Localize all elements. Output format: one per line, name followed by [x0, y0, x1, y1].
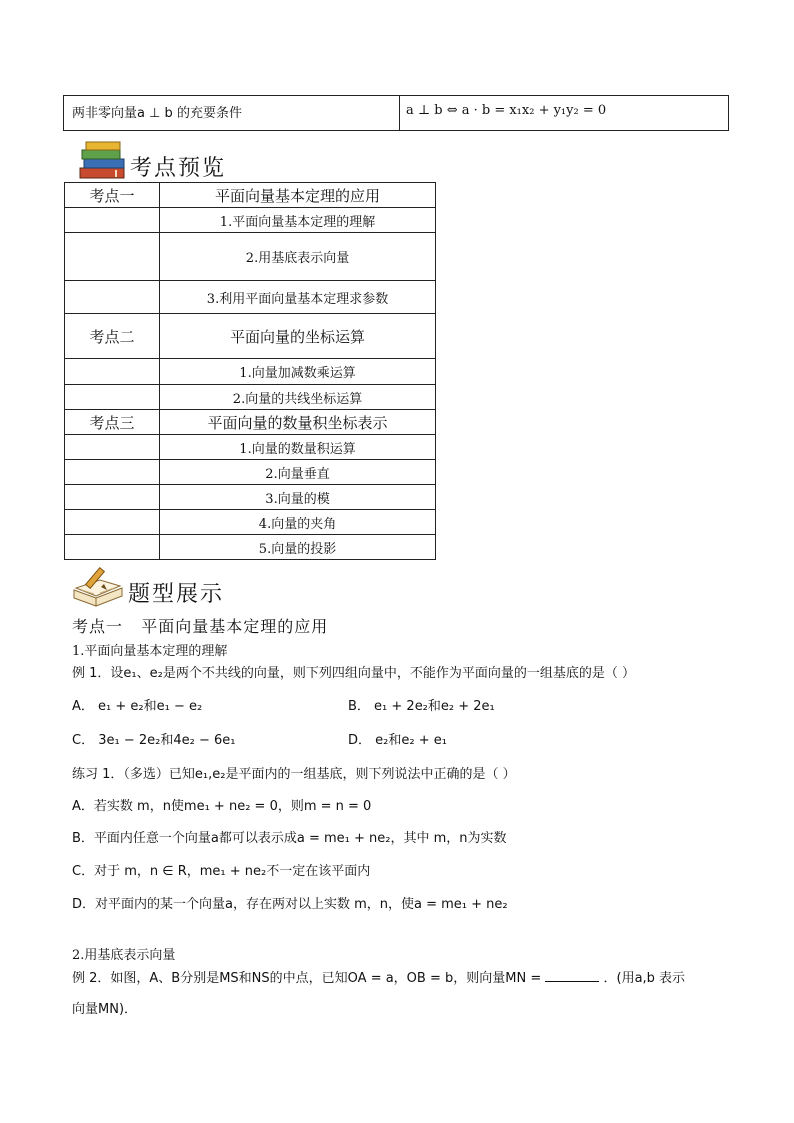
overview-header: [76, 138, 226, 182]
sub2-title: 2.用基底表示向量: [72, 948, 176, 963]
pr1-option-b: B．平面内任意一个向量a都可以表示成a = me₁ + ne₂，其中 m，n为实数: [72, 831, 507, 846]
ex1-stem: 例 1．设e₁、e₂是两个不共线的向量，则下列四组向量中，不能作为平面向量的一组基底的是（ ）: [72, 666, 635, 681]
outline-cell-left: [65, 233, 160, 281]
pr1-option-c: C．对于 m，n ∈ R，me₁ + ne₂不一定在该平面内: [72, 864, 371, 879]
table-row: [65, 359, 436, 385]
outline-cell-right: 3.向量的模: [160, 485, 436, 510]
ex1-option-c: C． 3e₁ − 2e₂和4e₂ − 6e₁: [72, 733, 236, 748]
table-row: [65, 183, 436, 208]
outline-cell-right: 4.向量的夹角: [160, 510, 436, 535]
showcase-header: [70, 564, 224, 608]
table-row: [65, 535, 436, 560]
condition-table: [63, 95, 729, 131]
table-row: [65, 460, 436, 485]
outline-cell-right: 平面向量基本定理的应用: [160, 183, 436, 208]
outline-cell-right: 平面向量的数量积坐标表示: [160, 410, 436, 435]
outline-cell-left: [65, 485, 160, 510]
table-row: [65, 435, 436, 460]
ex2-line1-tail: ．(用a,b 表示: [603, 971, 686, 986]
showcase-heading: 题型展示: [128, 582, 225, 607]
ex1-option-a: A． e₁ + e₂和e₁ − e₂: [72, 699, 203, 714]
outline-cell-right: 1.向量的数量积运算: [160, 435, 436, 460]
topic1-title: 考点一 平面向量基本定理的应用: [72, 617, 329, 636]
table-row: [65, 233, 436, 281]
outline-cell-right: 2.用基底表示向量: [160, 233, 436, 281]
table-row: [65, 385, 436, 410]
ex1-option-b: B． e₁ + 2e₂和e₂ + 2e₁: [348, 699, 495, 714]
ex2-line1: [72, 967, 685, 986]
outline-cell-left: [65, 510, 160, 535]
outline-cell-right: 2.向量的共线坐标运算: [160, 385, 436, 410]
outline-cell-right: 1.向量加减数乘运算: [160, 359, 436, 385]
outline-cell-left: [65, 535, 160, 560]
table-row: [65, 485, 436, 510]
table-row: [65, 510, 436, 535]
outline-cell-left: [65, 460, 160, 485]
outline-cell-right: 3.利用平面向量基本定理求参数: [160, 281, 436, 314]
outline-cell-left: 考点二: [65, 314, 160, 359]
table-row: [65, 281, 436, 314]
ex2-line2: 向量MN)．: [72, 1002, 138, 1017]
outline-cell-right: 5.向量的投影: [160, 535, 436, 560]
outline-cell-left: [65, 281, 160, 314]
answer-blank[interactable]: [545, 969, 599, 982]
outline-cell-left: 考点一: [65, 183, 160, 208]
overview-heading: 考点预览: [130, 156, 227, 181]
outline-cell-left: [65, 208, 160, 233]
outline-cell-left: [65, 435, 160, 460]
table-row: [65, 314, 436, 359]
outline-cell-right: 平面向量的坐标运算: [160, 314, 436, 359]
pr1-option-a: A．若实数 m，n使me₁ + ne₂ = 0，则m = n = 0: [72, 799, 372, 814]
open-book-pencil-icon: [70, 564, 126, 608]
condition-label: 两非零向量a ⊥ b 的充要条件: [64, 96, 400, 130]
condition-formula: a ⊥ b ⇔ a · b = x₁x₂ + y₁y₂ = 0: [406, 103, 607, 118]
outline-cell-right: 2.向量垂直: [160, 460, 436, 485]
books-icon: [76, 138, 128, 182]
outline-cell-left: [65, 385, 160, 410]
table-row: [65, 208, 436, 233]
sub1-title: 1.平面向量基本定理的理解: [72, 644, 228, 659]
ex1-option-d: D． e₂和e₂ + e₁: [348, 733, 447, 748]
outline-cell-right: 1.平面向量基本定理的理解: [160, 208, 436, 233]
pr1-option-d: D．对平面内的某一个向量a，存在两对以上实数 m，n，使a = me₁ + ne₂: [72, 897, 508, 912]
outline-cell-left: [65, 359, 160, 385]
ex2-line1-text: 例 2．如图，A、B分别是MS和NS的中点，已知OA = a，OB = b，则向量MN =: [72, 971, 542, 986]
outline-table: [64, 182, 436, 560]
outline-cell-left: 考点三: [65, 410, 160, 435]
table-row: [65, 410, 436, 435]
pr1-stem: 练习 1．（多选）已知e₁,e₂是平面内的一组基底，则下列说法中正确的是（ ）: [72, 767, 516, 782]
